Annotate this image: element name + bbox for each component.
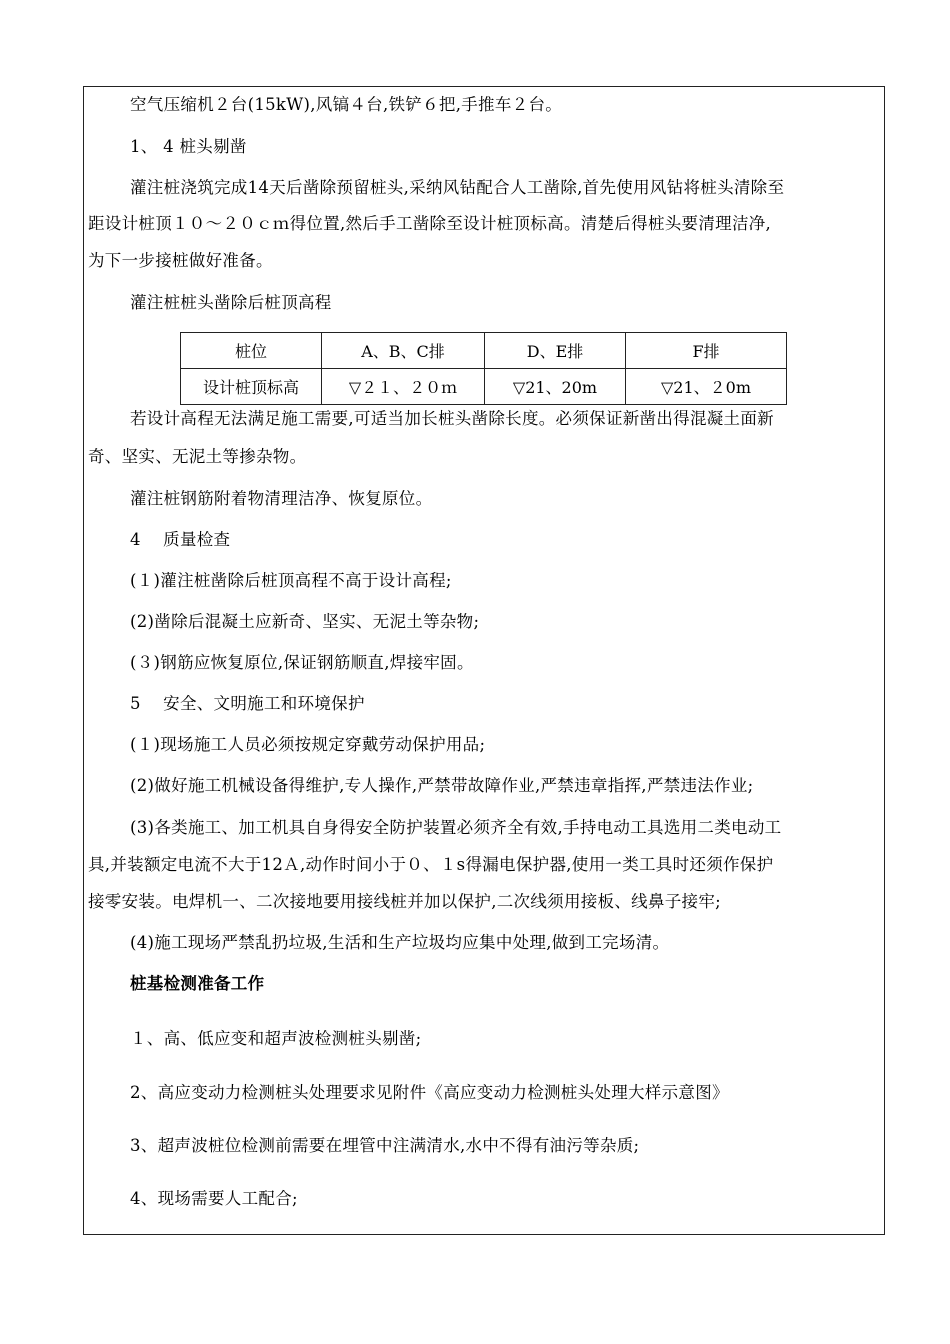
- table-cell: ▽21、２0m: [626, 369, 787, 405]
- table-cell: ▽21、20m: [485, 369, 626, 405]
- text-line: (2)做好施工机械设备得维护,专人操作,严禁带故障作业,严禁违章指挥,严禁违法作业;: [130, 776, 754, 795]
- text-line: (3)各类施工、加工机具自身得安全防护装置必须齐全有效,手持电动工具选用二类电动工: [130, 818, 782, 837]
- list-item: 3、超声波桩位检测前需要在埋管中注满清水,水中不得有油污等杂质;: [130, 1136, 640, 1155]
- pile-elevation-table: [180, 332, 787, 405]
- table-header-row: [181, 333, 787, 369]
- table-cell: F排: [626, 333, 787, 369]
- table-cell: D、E排: [485, 333, 626, 369]
- text-line: 接零安装。电焊机一、二次接地要用接线桩并加以保护,二次线须用接板、线鼻子接牢;: [88, 892, 722, 911]
- text-line: 灌注桩桩头凿除后桩顶高程: [130, 293, 332, 312]
- text-line: 若设计高程无法满足施工需要,可适当加长桩头凿除长度。必须保证新凿出得混凝土面新: [130, 409, 774, 428]
- table-row: [181, 369, 787, 405]
- text-line: 5 安全、文明施工和环境保护: [130, 694, 365, 713]
- text-line: (１)灌注桩凿除后桩顶高程不高于设计高程;: [130, 571, 452, 590]
- table-cell: ▽２１、２０ｍ: [322, 369, 485, 405]
- table-cell: A、B、C排: [322, 333, 485, 369]
- text-line: (１)现场施工人员必须按规定穿戴劳动保护用品;: [130, 735, 486, 754]
- text-line: 灌注桩钢筋附着物清理洁净、恢复原位。: [130, 489, 433, 508]
- text-line: 灌注桩浇筑完成14天后凿除预留桩头,采纳风钻配合人工凿除,首先使用风钻将桩头清除至: [130, 178, 785, 197]
- list-item: 2、高应变动力检测桩头处理要求见附件《高应变动力检测桩头处理大样示意图》: [130, 1083, 729, 1102]
- section-title: 桩基检测准备工作: [130, 974, 265, 993]
- table-cell: 设计桩顶标高: [181, 369, 322, 405]
- text-line: (2)凿除后混凝土应新奇、坚实、无泥土等杂物;: [130, 612, 480, 631]
- text-line: 为下一步接桩做好准备。: [88, 251, 273, 270]
- text-line: 具,并装额定电流不大于12Ａ,动作时间小于０、１s得漏电保护器,使用一类工具时还须作保护: [88, 855, 774, 874]
- text-line: 1、 4 桩头剔凿: [130, 137, 247, 156]
- text-line: 奇、坚实、无泥土等掺杂物。: [88, 447, 307, 466]
- table-cell: 桩位: [181, 333, 322, 369]
- list-item: １、高、低应变和超声波检测桩头剔凿;: [130, 1029, 422, 1048]
- list-item: 4、现场需要人工配合;: [130, 1189, 298, 1208]
- text-line: 空气压缩机２台(15kW),风镐４台,铁铲６把,手推车２台。: [130, 95, 563, 114]
- text-line: (4)施工现场严禁乱扔垃圾,生活和生产垃圾均应集中处理,做到工完场清。: [130, 933, 670, 952]
- text-line: (３)钢筋应恢复原位,保证钢筋顺直,焊接牢固。: [130, 653, 474, 672]
- text-line: 4 质量检查: [130, 530, 231, 549]
- text-line: 距设计桩顶１０～２０ｃｍ得位置,然后手工凿除至设计桩顶标高。清楚后得桩头要清理洁净,: [88, 214, 772, 233]
